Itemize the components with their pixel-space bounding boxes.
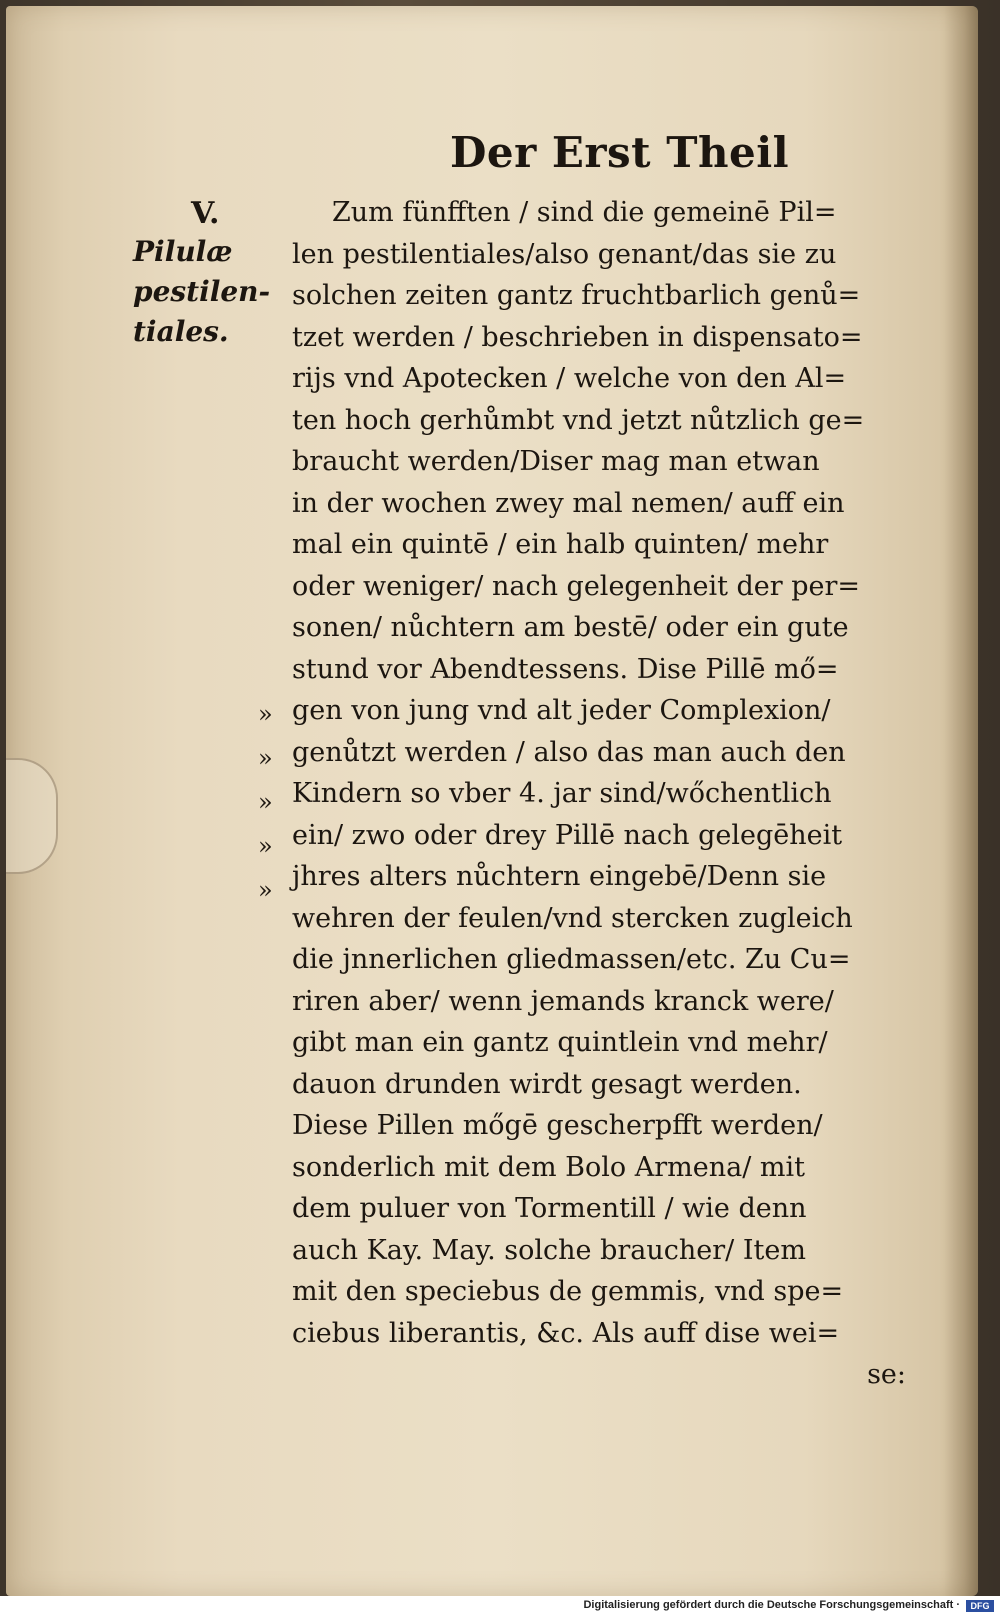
text-line: oder weniger/ nach gelegenheit der per= bbox=[292, 570, 861, 602]
section-numeral: V. bbox=[191, 196, 220, 231]
text-line: riren aber/ wenn jemands kranck were/ bbox=[292, 985, 834, 1017]
text-line: auch Kay. May. solche braucher/ Item bbox=[292, 1234, 806, 1266]
text-line: ciebus liberantis, &c. Als auff dise wei= bbox=[292, 1317, 840, 1349]
text-line: Diese Pillen mőgē gescherpfft werden/ bbox=[292, 1110, 823, 1141]
text-line: sonderlich mit dem Bolo Armena/ mit bbox=[292, 1151, 805, 1183]
text-line: solchen zeiten gantz fruchtbarlich genů= bbox=[292, 280, 861, 311]
text-line: in der wochen zwey mal nemen/ auff ein bbox=[292, 487, 845, 519]
dfg-logo: DFG bbox=[966, 1600, 994, 1612]
quote-mark: » bbox=[258, 700, 273, 728]
text-line: gen von jung vnd alt jeder Complexion/ bbox=[292, 695, 831, 726]
text-line: mal ein quintē / ein halb quinten/ mehr bbox=[292, 529, 829, 560]
page-gutter-shadow bbox=[944, 6, 978, 1596]
text-line: sonen/ nůchtern am bestē/ oder ein gute bbox=[292, 612, 849, 643]
quote-mark: » bbox=[258, 744, 273, 772]
quotation-markers bbox=[258, 692, 273, 912]
marginal-note-line: Pilulæ bbox=[133, 235, 233, 268]
text-line: dauon drunden wirdt gesagt werden. bbox=[292, 1068, 802, 1100]
text-line: tzet werden / beschrieben in dispensato= bbox=[292, 321, 863, 353]
text-line: wehren der feulen/vnd stercken zugleich bbox=[292, 902, 853, 934]
text-line: die jnnerlichen gliedmassen/etc. Zu Cu= bbox=[292, 944, 851, 975]
funding-credit: Digitalisierung gefördert durch die Deutsche Forschungsgemeinschaft · bbox=[583, 1599, 960, 1611]
text-line: jhres alters nůchtern eingebē/Denn sie bbox=[292, 861, 827, 892]
text-line: mit den speciebus de gemmis, vnd spe= bbox=[292, 1276, 844, 1307]
quote-mark: » bbox=[258, 876, 273, 904]
text-line: genůtzt werden / also das man auch den bbox=[292, 736, 846, 768]
text-line: dem puluer von Tormentill / wie denn bbox=[292, 1193, 807, 1224]
quote-mark: » bbox=[258, 788, 273, 816]
text-line: Kindern so vber 4. jar sind/wőchentlich bbox=[292, 778, 832, 809]
marginal-note-line: pestilen- bbox=[133, 275, 271, 308]
text-line: Zum fünfften / sind die gemeinē Pil= bbox=[332, 197, 837, 228]
body-text bbox=[292, 192, 912, 1396]
text-line: braucht werden/Diser mag man etwan bbox=[292, 446, 820, 477]
running-header: Der Erst Theil bbox=[450, 128, 790, 177]
text-line: gibt man ein gantz quintlein vnd mehr/ bbox=[292, 1027, 828, 1058]
quote-mark: » bbox=[258, 832, 273, 860]
text-line: stund vor Abendtessens. Dise Pillē mő= bbox=[292, 653, 839, 685]
text-line: len pestilentiales/also genant/das sie zu bbox=[292, 238, 837, 270]
text-line: ein/ zwo oder drey Pillē nach gelegēheit bbox=[292, 819, 843, 851]
marginal-note-line: tiales. bbox=[133, 315, 229, 348]
page-tab-mark bbox=[6, 758, 58, 874]
text-line: rijs vnd Apotecken / welche von den Al= bbox=[292, 363, 847, 394]
text-line: ten hoch gerhůmbt vnd jetzt nůtzlich ge= bbox=[292, 404, 865, 436]
marginal-note bbox=[133, 196, 273, 352]
catchword: se: bbox=[867, 1359, 906, 1390]
